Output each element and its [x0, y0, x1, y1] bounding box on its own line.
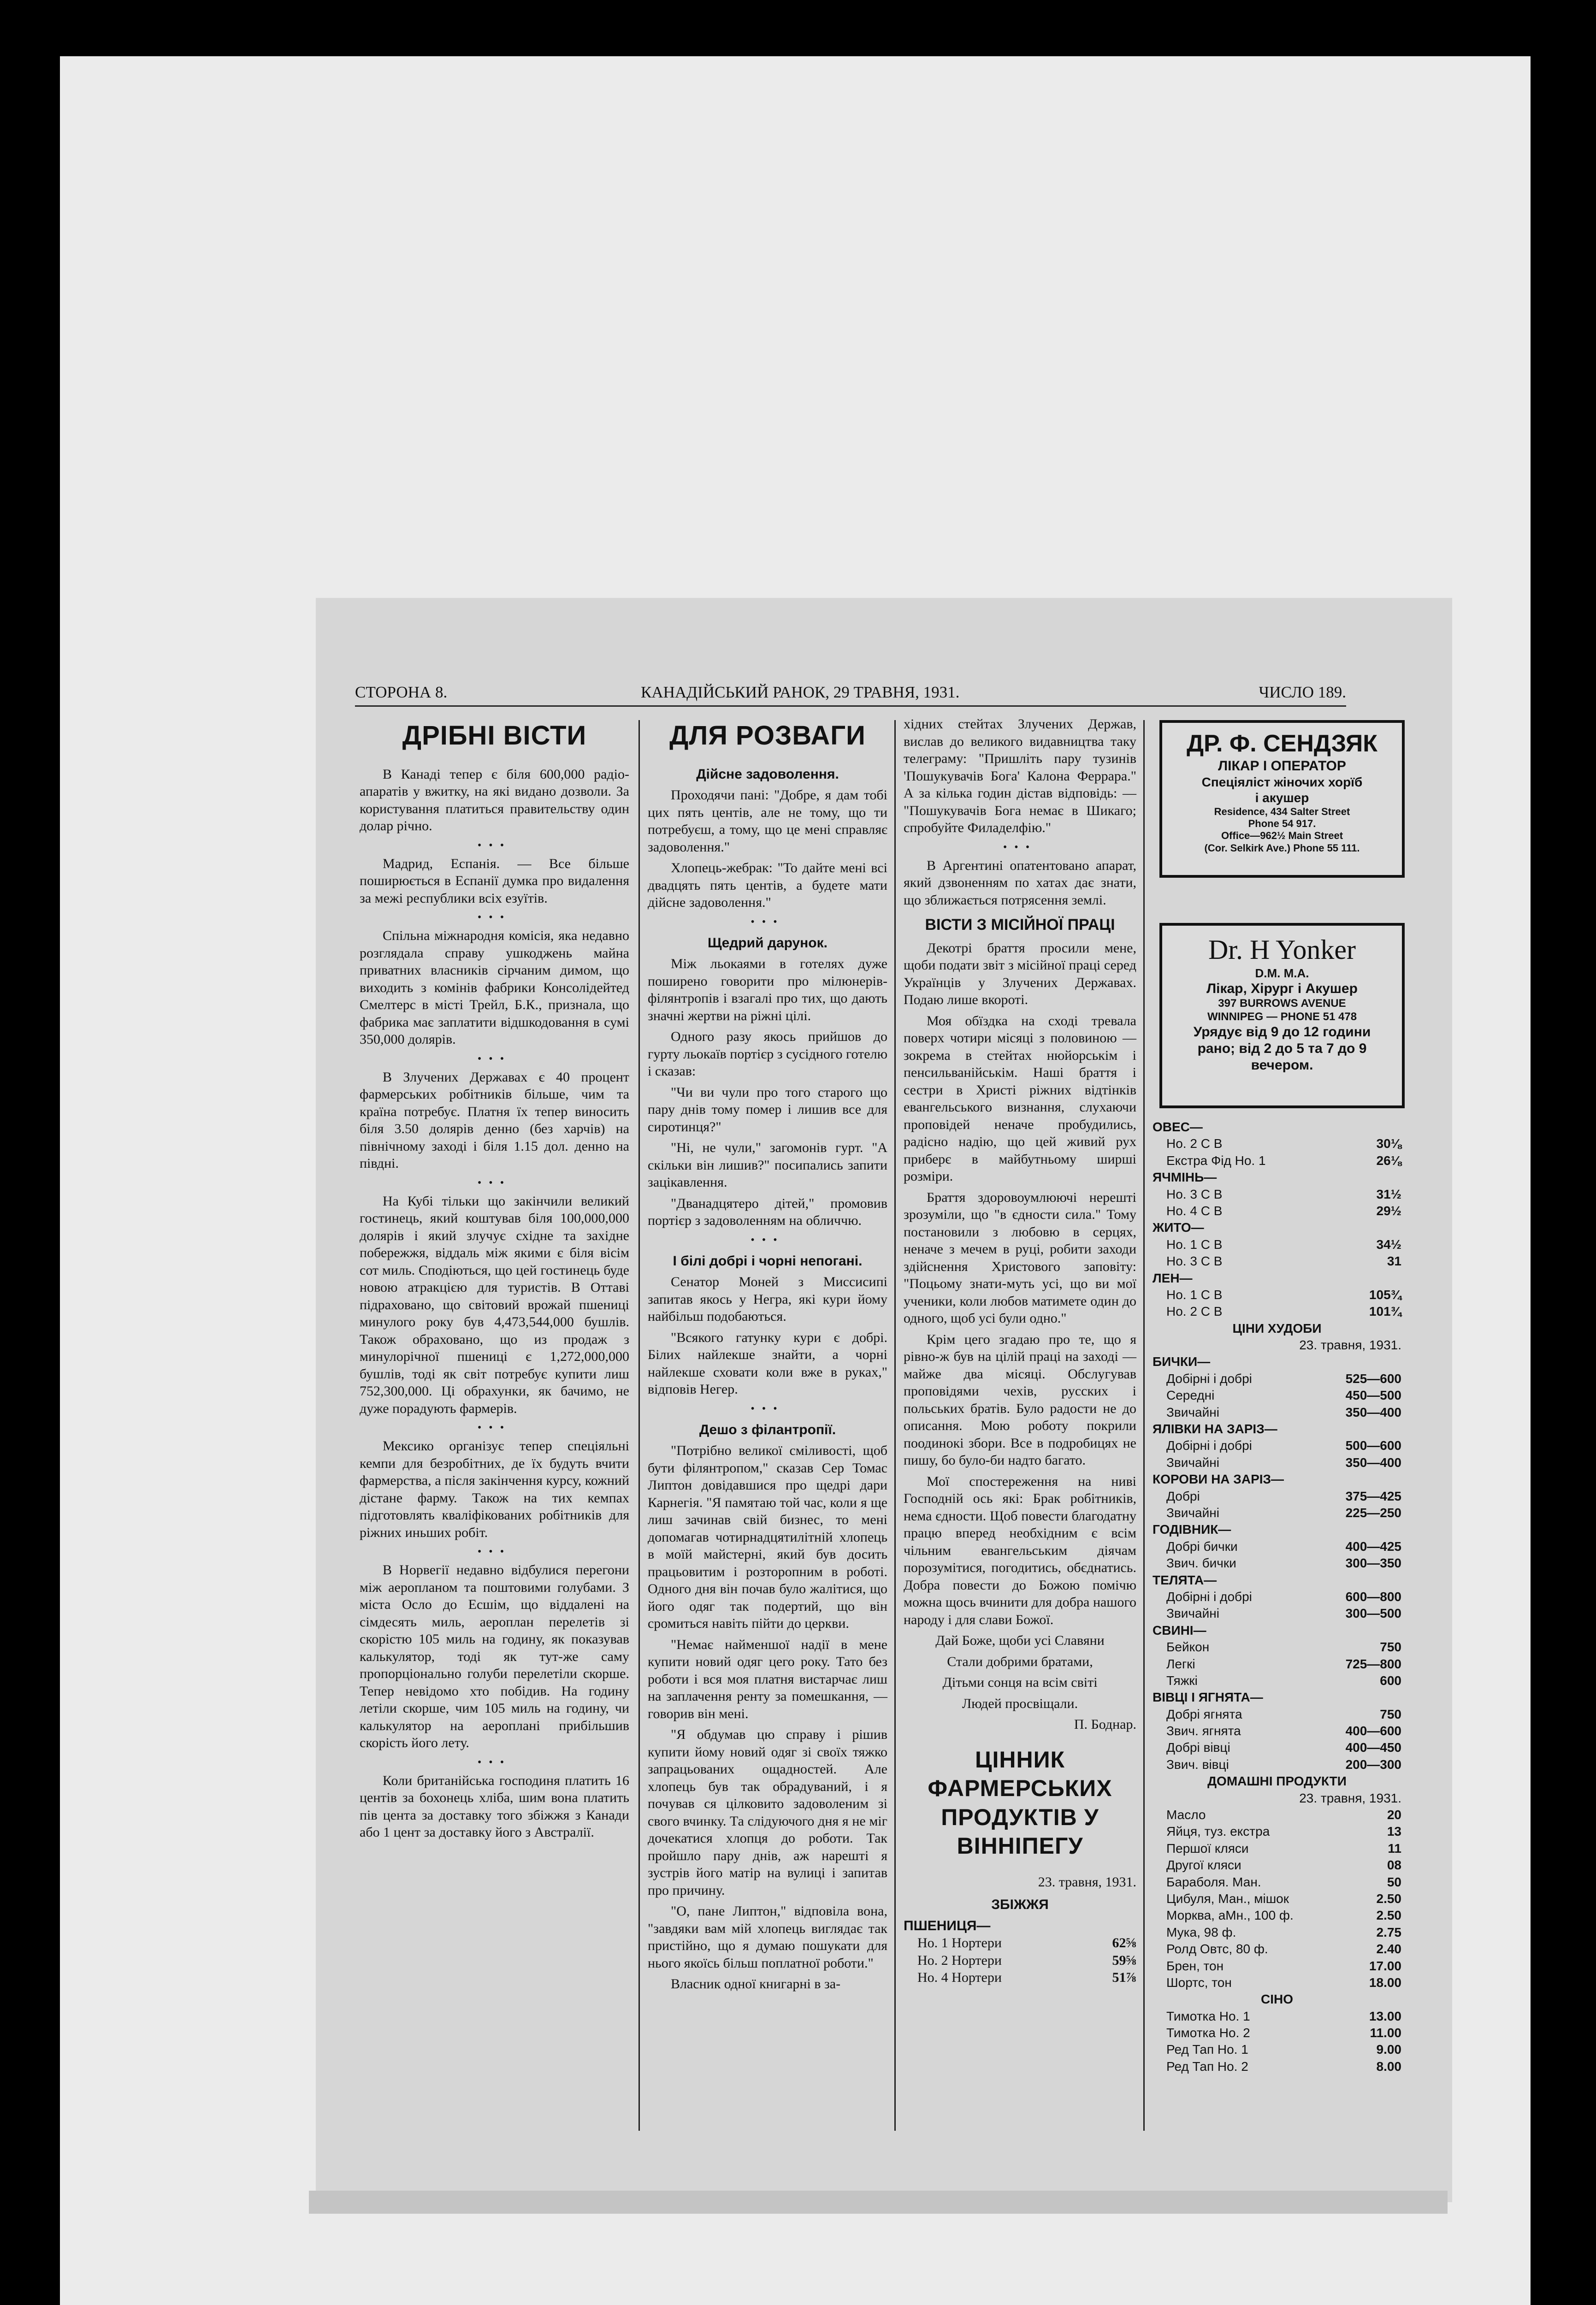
item-price: 350—400: [1345, 1455, 1401, 1470]
ad-line: ЛІКАР І ОПЕРАТОР: [1218, 758, 1346, 774]
price-row: [904, 1969, 1136, 1986]
item-name: Но. 4 Нортери: [917, 1970, 1002, 1985]
price-row: [1153, 1974, 1401, 1991]
page-bottom-edge: [309, 2191, 1448, 2214]
price-date: 23. травня, 1931.: [1299, 1338, 1401, 1353]
price-category: ПШЕНИЦЯ—: [904, 1918, 991, 1933]
item-price: 17.00: [1369, 1958, 1401, 1973]
item-name: Тимотка Но. 1: [1166, 2009, 1250, 2023]
poem-line: Дітьми сонця на всім світі: [942, 1675, 1098, 1690]
price-category: БИЧКИ—: [1153, 1354, 1211, 1369]
column-rule: [638, 720, 640, 2131]
separator-dots: •••: [477, 1176, 512, 1189]
item-name: Но. 3 С В: [1166, 1187, 1223, 1201]
article-paragraph: "Чи ви чули про того старого що пару днів тому помер і лишив все для сиротинця?": [648, 1084, 887, 1135]
article-paragraph: Коли британійська господиня платить 16 центів за бохонець хліба, шим вона платить пів цента за доставку того збіжжя з Канади або 1 цент за доставку його з Австралії.: [360, 1773, 629, 1840]
item-name: Звичайні: [1166, 1505, 1219, 1520]
ad-line: і акушер: [1255, 790, 1309, 805]
article-paragraph: В Канаді тепер є біля 600,000 радіо-апаратів у вжитку, на які видано дозволи. За користування платиться правительству один долар річно.: [360, 766, 629, 833]
advertisement-doctor-yonker: [1159, 923, 1405, 1108]
separator-dots: •••: [477, 839, 512, 851]
article-paragraph: Власник одної книгарні в за-: [671, 1976, 841, 1992]
price-row: [904, 1952, 1136, 1969]
item-name: Добірні і добрі: [1166, 1589, 1252, 1604]
poem-line: Дай Боже, щоби усі Славяни: [935, 1633, 1105, 1648]
page-number: СТОРОНА 8.: [355, 683, 448, 701]
advertisement-doctor-sendziak: [1159, 720, 1405, 878]
subheading: ВІСТИ З МІСІЙНОЇ ПРАЦІ: [925, 916, 1115, 934]
article-paragraph: Мексико організує тепер спеціяльні кемпи для безробітних, де їх будуть вчити фармерства, а після закінчення курсу, кожний дістане фарму. Також на тих кемпах підготовлять кваліфікованих робітників для ріжних иньших робіт.: [360, 1438, 629, 1540]
masthead-line: КАНАДІЙСЬКИЙ РАНОК, 29 ТРАВНЯ, 1931.: [641, 683, 960, 701]
item-name: Добірні і добрі: [1166, 1438, 1252, 1453]
article-paragraph: Сенатор Моней з Миссисипі запитав якось у Негра, які кури йому найбільш подобаються.: [648, 1274, 887, 1324]
item-name: Звичайні: [1166, 1606, 1219, 1621]
price-row: [1153, 1203, 1401, 1219]
item-name: Но. 2 С В: [1166, 1136, 1223, 1151]
price-row: [1153, 1404, 1401, 1421]
price-section: ЦІНИ ХУДОБИ: [1232, 1321, 1322, 1336]
subheading: Дешо з філантропії.: [699, 1422, 836, 1437]
price-row: [1153, 1857, 1401, 1874]
separator-dots: •••: [477, 1756, 512, 1768]
article-paragraph: В Аргентині опатентовано апарат, який дзвоненням по хатах дає знати, що зближається потрясення землі.: [904, 857, 1136, 908]
item-name: Но. 3 С В: [1166, 1254, 1223, 1269]
price-section: СІНО: [1261, 1992, 1293, 2007]
item-price: 600: [1380, 1673, 1401, 1688]
article-paragraph: "Всякого гатунку кури є добрі. Білих найлекше знайти, а чорні найлекше сховати коли вже в руках," відповів Негер.: [648, 1330, 887, 1397]
item-name: Звичайні: [1166, 1455, 1219, 1470]
microfilm-frame: [60, 56, 1531, 2305]
ad-title: Dr. H Yonker: [1208, 934, 1356, 965]
item-price: 105¾: [1369, 1287, 1401, 1302]
price-row: [1153, 1437, 1401, 1454]
article-paragraph: В Норвегії недавно відбулися перегони між аеропланом та поштовими голубами. З міста Осло до Есшім, що віддалені на сімдесять миль, аероплан перелетів зі скорістю 105 миль на годину, як показував калькулятор, тоді як тут-же саму пропорціонально голуби перелетіли скорше. Тепер невідомо хто побідив. На годину летіли скорше, чим 105 миль на годину, чи калькулятор на аероплані прибільшив скорість його лету.: [360, 1562, 629, 1750]
price-row: [1153, 1371, 1401, 1387]
item-name: Но. 1 С В: [1166, 1237, 1223, 1252]
item-price: 29½: [1376, 1203, 1401, 1218]
article-paragraph: Хлопець-жебрак: "То дайте мені всі двадцять пять центів, а будете мати дійсне задоволення.": [648, 860, 887, 910]
price-row: [1153, 1723, 1401, 1739]
item-name: Другої кляси: [1166, 1858, 1241, 1873]
section-title: ДРІБНІ ВІСТИ: [402, 721, 587, 751]
price-category: ВІВЦІ І ЯГНЯТА—: [1153, 1690, 1263, 1705]
item-name: Добірні і добрі: [1166, 1371, 1252, 1386]
item-price: 101¾: [1369, 1304, 1401, 1319]
price-row: [1153, 1303, 1401, 1320]
article-paragraph: Мої спостереження на ниві Господній ось які: Брак робітників, нема єдности. Щоб повести благодатну працю вперед необхідним є всім чільним евангельським діячам порозумітися, погодитись, обєднатись. Добра повести до Божою помічю можна щось вчинити для добра нашого народу і для слави Божої.: [904, 1473, 1136, 1627]
price-category: КОРОВИ НА ЗАРІЗ—: [1153, 1472, 1284, 1487]
item-name: Мука, 98 ф.: [1166, 1925, 1236, 1939]
article-paragraph: Крім цего згадаю про те, що я рівно-ж був на цілій праці на заході — майже два місяці. Обслугував проповідями чехів, русских і польських братів. Було радости не до описання. Мою роботу покрили поодинокі збори. Все в подробицях не пишу, бо було-би надто багато.: [904, 1331, 1136, 1468]
item-price: 13: [1387, 1824, 1401, 1839]
item-price: 400—425: [1345, 1539, 1401, 1554]
item-price: 20: [1387, 1808, 1401, 1822]
item-price: 30⅛: [1376, 1136, 1401, 1151]
item-name: Звичайні: [1166, 1405, 1219, 1419]
item-name: Ред Тап Но. 2: [1166, 2059, 1248, 2074]
item-name: Масло: [1166, 1808, 1206, 1822]
item-name: Звич. вівці: [1166, 1757, 1229, 1772]
item-price: 350—400: [1345, 1405, 1401, 1419]
item-name: Добрі ягнята: [1166, 1707, 1242, 1721]
price-category: ЯЧМІНЬ—: [1153, 1170, 1217, 1185]
price-row: [1153, 1488, 1401, 1505]
item-price: 2.75: [1376, 1925, 1401, 1939]
price-row: [1153, 2008, 1401, 2025]
price-category: ОВЕС—: [1153, 1120, 1203, 1134]
price-category: ЖИТО—: [1153, 1220, 1204, 1235]
price-row: [1153, 2041, 1401, 2058]
item-price: 500—600: [1345, 1438, 1401, 1453]
item-price: 59⅝: [1112, 1952, 1136, 1968]
price-section: ДОМАШНІ ПРОДУКТИ: [1207, 1774, 1347, 1789]
price-category: ЯЛІВКИ НА ЗАРІЗ—: [1153, 1422, 1277, 1436]
column-entertainment: [648, 715, 887, 1997]
price-row: [1153, 1538, 1401, 1555]
article-paragraph: Моя обїздка на сході тревала поверх чотири місяці з половиною — зокрема в стейтах нюйорськім і пенсильванійськім. Наші браття і сестри в Христі ріжних відтінків евангельського визнання, слухаючи проповідей неначе пробудились, радісно надію, що цей живий рух приберє в майбутньому ширші розміри.: [904, 1013, 1136, 1184]
item-price: 31: [1387, 1254, 1401, 1269]
article-paragraph: На Кубі тільки що закінчили великий гостинець, який коштував біля 100,000,000 долярів і який злучує східне та західне побережжя, віддаль між якими є біля вісім сот миль. Сподіються, що цей гостинець буде новою атракцією для туристів. В Оттаві підраховано, що світовий врожай пшениці минулого року був 4,473,544,000 бушлів. Також обраховано, що из продаж з минулорічної пшениці є 1,272,000,000 бушлів, тоді як світ потребує купити лиш 752,300,000. Ці обрахунки, як бачимо, не дуже порадують фармерів.: [360, 1193, 629, 1416]
item-name: Брен, тон: [1166, 1958, 1224, 1973]
item-name: Но. 1 Нортери: [917, 1935, 1002, 1950]
item-name: Ролд Овтс, 80 ф.: [1166, 1942, 1268, 1956]
ad-line: Урядує від 9 до 12 години: [1193, 1024, 1371, 1040]
item-price: 725—800: [1345, 1656, 1401, 1671]
page-header: [355, 683, 1346, 707]
price-row: [1153, 1739, 1401, 1756]
item-price: 300—350: [1345, 1556, 1401, 1571]
price-row: [1153, 1924, 1401, 1941]
item-price: 9.00: [1376, 2042, 1401, 2057]
price-row: [1153, 1135, 1401, 1152]
article-paragraph: "Потрібно великої сміливості, щоб бути філянтропом," сказав Сер Томас Липтон довідавшися про щедрі дари Карнегія. "Я памятаю той час, коли я ще лиш зачинав свій бизнес, то мені допомагав чотирнадцятилітній хлопець в моїй майстерні, який був досить працьовитим і розторопним в роботі. Одного дня він почав було жалітися, що його одяг так подертий, що він сромиться навіть пійти до церкви.: [648, 1443, 887, 1631]
ad-line: D.M. M.A.: [1255, 966, 1309, 980]
section-title: ДЛЯ РОЗВАГИ: [669, 721, 866, 751]
ad-line: рано; від 2 до 5 та 7 до 9: [1197, 1040, 1367, 1056]
issue-number: ЧИСЛО 189.: [1259, 683, 1346, 701]
price-row: [1153, 1891, 1401, 1907]
price-row: [1153, 1941, 1401, 1957]
subheading: Дійсне задоволення.: [696, 766, 839, 782]
column-mission-news: [904, 715, 1136, 1986]
ad-line: Лікар, Хірург і Акушер: [1206, 981, 1358, 997]
separator-dots: •••: [751, 1234, 785, 1246]
item-name: Шортс, тон: [1166, 1975, 1232, 1990]
item-name: Но. 2 С В: [1166, 1304, 1223, 1319]
item-price: 750: [1380, 1640, 1401, 1655]
item-price: 525—600: [1345, 1371, 1401, 1386]
item-name: Но. 1 С В: [1166, 1287, 1223, 1302]
price-row: [1153, 2058, 1401, 2075]
item-price: 2.40: [1376, 1942, 1401, 1956]
price-list-title: ЦІННИК ФАРМЕРСЬКИХ ПРОДУКТІВ У ВІННІПЕГУ: [928, 1746, 1112, 1859]
article-paragraph: "Дванадцятеро дітей," промовив портієр з задоволенням на обличчю.: [648, 1195, 887, 1228]
item-price: 450—500: [1345, 1388, 1401, 1403]
price-row: [1153, 1152, 1401, 1169]
item-price: 600—800: [1345, 1589, 1401, 1604]
price-row: [1153, 1673, 1401, 1689]
article-paragraph: Спільна міжнародня комісія, яка недавно розглядала справу ушкоджень майна приватних власників сірчаним димом, що виходить з комінів фабрики Консолідейтед Смелтерс в місті Трейл, Б.К., признала, що фабрика має заплатити відшкодовання в сумі 350,000 долярів.: [360, 928, 629, 1047]
item-price: 51⅞: [1112, 1970, 1136, 1985]
item-price: 225—250: [1345, 1505, 1401, 1520]
item-name: Екстра Фід Но. 1: [1166, 1153, 1266, 1168]
price-category: ТЕЛЯТА—: [1153, 1572, 1217, 1587]
item-price: 11.00: [1370, 2026, 1401, 2040]
poem-line: Стали добрими братами,: [947, 1654, 1093, 1669]
item-name: Цибуля, Ман., мішок: [1166, 1891, 1289, 1906]
ad-line: 397 BURROWS AVENUE: [1218, 997, 1346, 1010]
article-paragraph: Декотрі браття просили мене, щоби подати звіт з місійної праці серед Українців у Злучених Державах. Подаю лише вкороті.: [904, 940, 1136, 1007]
ad-line: WINNIPEG — PHONE 51 478: [1207, 1010, 1357, 1023]
item-price: 13.00: [1369, 2009, 1401, 2023]
ad-line: Спеціяліст жіночих хорїб: [1201, 775, 1363, 790]
article-paragraph: Браття здоровоумлюючі нерешті зрозуміли, що "в єдности сила." Тому постановили з любовю в серцях, неначе з мечем в руці, робити заходи здійснення Христового заповіту: "Поцьому знати-муть усі, що ви мої ученики, коли любов матимете один до одного, щоб усі були одно.": [904, 1189, 1136, 1326]
item-price: 400—600: [1345, 1724, 1401, 1738]
price-row: [1153, 1756, 1401, 1773]
item-name: Добрі вівці: [1166, 1740, 1230, 1755]
item-name: Тяжкі: [1166, 1673, 1198, 1688]
item-name: Середні: [1166, 1388, 1215, 1403]
price-row: [1153, 1253, 1401, 1270]
price-category: СВИНІ—: [1153, 1623, 1206, 1637]
separator-dots: •••: [477, 1422, 512, 1434]
item-name: Но. 2 Нортери: [917, 1952, 1002, 1968]
price-row: [1153, 1807, 1401, 1823]
price-row: [1153, 1186, 1401, 1203]
ad-line: вечером.: [1251, 1057, 1313, 1073]
item-price: 11: [1388, 1841, 1401, 1856]
item-price: 300—500: [1345, 1606, 1401, 1621]
separator-dots: •••: [751, 1402, 785, 1415]
item-price: 50: [1387, 1874, 1401, 1889]
price-date: 23. травня, 1931.: [1299, 1791, 1401, 1805]
item-name: Першої кляси: [1166, 1841, 1249, 1856]
separator-dots: •••: [477, 1546, 512, 1558]
subheading: І білі добрі і чорні непогані.: [673, 1253, 863, 1269]
price-row: [1153, 2025, 1401, 2041]
item-name: Легкі: [1166, 1656, 1195, 1671]
price-row: [1153, 1656, 1401, 1673]
price-category: ГОДІВНИК—: [1153, 1522, 1231, 1537]
article-paragraph: В Злучених Державах є 40 процент фармерських робітників більше, чим та країна потребує. Платня їх тепер виносить біля 3.50 долярів денно (без харчів) на північному заході і біля 1.15 дол. денно на півдні.: [360, 1069, 629, 1171]
article-paragraph: Одного разу якось прийшов до гурту льокаїв портієр з сусідного готелю і сказав:: [648, 1029, 887, 1079]
item-price: 62⅝: [1112, 1935, 1136, 1950]
item-price: 200—300: [1345, 1757, 1401, 1772]
item-price: 34½: [1376, 1237, 1401, 1252]
item-name: Но. 4 С В: [1166, 1203, 1223, 1218]
ad-line: Residence, 434 Salter Street: [1214, 805, 1350, 817]
item-price: 8.00: [1376, 2059, 1401, 2074]
price-category: ЛЕН—: [1153, 1271, 1193, 1285]
newspaper-page: [316, 598, 1452, 2202]
market-prices: [1153, 1119, 1401, 2075]
item-name: Бейкон: [1166, 1640, 1210, 1655]
item-name: Добрі бички: [1166, 1539, 1238, 1554]
column-rule: [894, 720, 896, 2131]
separator-dots: •••: [477, 1052, 512, 1065]
article-paragraph: "Ні, не чули," загомонів гурт. "А скільки він лишив?" посипались запити зацікавлення.: [648, 1140, 887, 1190]
price-row: [1153, 1505, 1401, 1521]
item-name: Яйця, туз. екстра: [1166, 1824, 1270, 1839]
price-row: [1153, 1706, 1401, 1723]
item-price: 08: [1387, 1858, 1401, 1873]
price-row: [1153, 1639, 1401, 1655]
item-price: 2.50: [1376, 1908, 1401, 1923]
price-row: [1153, 1840, 1401, 1857]
price-section: ЗБІЖЖЯ: [991, 1897, 1049, 1912]
article-paragraph: хідних стейтах Злучених Держав, вислав до великого видавництва таку телеграму: "Пришліть пару тузинів 'Пошукувачів Бога' Калона Феррара." А за кілька годин дістав відповідь: — "Пошукувачів Бога немає в Шикаго; спробуйте Филаделфію.": [904, 716, 1136, 835]
item-name: Морква, аМн., 100 ф.: [1166, 1908, 1294, 1923]
subheading: Щедрий дарунок.: [708, 935, 828, 951]
item-name: Звич. бички: [1166, 1556, 1236, 1571]
price-row: [904, 1934, 1136, 1952]
price-row: [1153, 1387, 1401, 1404]
ad-line: Phone 54 917.: [1248, 817, 1316, 829]
article-paragraph: "О, пане Липтон," відповіла вона, "завдяки вам мій хлопець виглядає так пристійно, що я думаю пошукати для нього якоїсь більш поплатної роботи.": [648, 1903, 887, 1971]
price-row: [1153, 1958, 1401, 1974]
price-row: [1153, 1874, 1401, 1891]
column-short-news: [360, 715, 629, 1845]
item-name: Бараболя. Ман.: [1166, 1874, 1261, 1889]
column-rule: [1143, 720, 1145, 2131]
article-paragraph: "Немає найменшої надії в мене купити новий одяг цего року. Тато без роботи і вся моя платня вистарчає лиш на заплачення ренту за помешкання, — говорив він мені.: [648, 1637, 887, 1721]
price-row: [1153, 1454, 1401, 1471]
item-price: 750: [1380, 1707, 1401, 1721]
poem-line: Людей просвіщали.: [962, 1696, 1078, 1711]
ad-title: ДР. Ф. СЕНДЗЯК: [1187, 730, 1377, 757]
separator-dots: •••: [1003, 841, 1037, 853]
article-paragraph: Мадрид, Еспанія. — Все більше поширюється в Еспанії думка про видалення за межі республики всіх езуїтів.: [360, 856, 629, 906]
item-price: 31½: [1376, 1187, 1401, 1201]
price-row: [1153, 1287, 1401, 1303]
item-name: Добрі: [1166, 1489, 1200, 1503]
price-row: [1153, 1605, 1401, 1622]
item-name: Тимотка Но. 2: [1166, 2026, 1250, 2040]
article-paragraph: Проходячи пані: "Добре, я дам тобі цих пять центів, але не тому, що ти потребуєш, а тому, що це мені справляє задоволення.": [648, 787, 887, 855]
signature: П. Боднар.: [1074, 1717, 1136, 1732]
separator-dots: •••: [477, 911, 512, 923]
article-paragraph: "Я обдумав цю справу і рішив купити йому новий одяг зі своїх тяжко запрацьованих ощадностей. Але хлопець був так обрадуваний, і я почував ся цілковито задоволеним зі свого вчинку. Та слідуючого дня я не міг дочекатися хлопця до роботи. Так пройшло пару днів, аж нарешті я зустрів його матір на вулиці і запитав про причину.: [648, 1727, 887, 1898]
price-row: [1153, 1555, 1401, 1572]
price-row: [1153, 1907, 1401, 1924]
price-row: [1153, 1823, 1401, 1840]
price-date: 23. травня, 1931.: [1038, 1874, 1136, 1890]
price-row: [1153, 1589, 1401, 1605]
item-price: 375—425: [1345, 1489, 1401, 1503]
separator-dots: •••: [751, 916, 785, 928]
item-price: 2.50: [1376, 1891, 1401, 1906]
ad-line: Office—962½ Main Street: [1221, 830, 1343, 842]
item-price: 400—450: [1345, 1740, 1401, 1755]
item-name: Ред Тап Но. 1: [1166, 2042, 1248, 2057]
item-price: 26⅛: [1376, 1153, 1401, 1168]
ad-line: (Cor. Selkirk Ave.) Phone 55 111.: [1204, 842, 1360, 854]
item-price: 18.00: [1369, 1975, 1401, 1990]
item-name: Звич. ягнята: [1166, 1724, 1241, 1738]
article-paragraph: Між льокаями в готелях дуже поширено говорити про мілюнерів-філянтропів і взагалі про тих, що дають значні жертви на ріжні цілі.: [648, 956, 887, 1023]
price-row: [1153, 1236, 1401, 1253]
